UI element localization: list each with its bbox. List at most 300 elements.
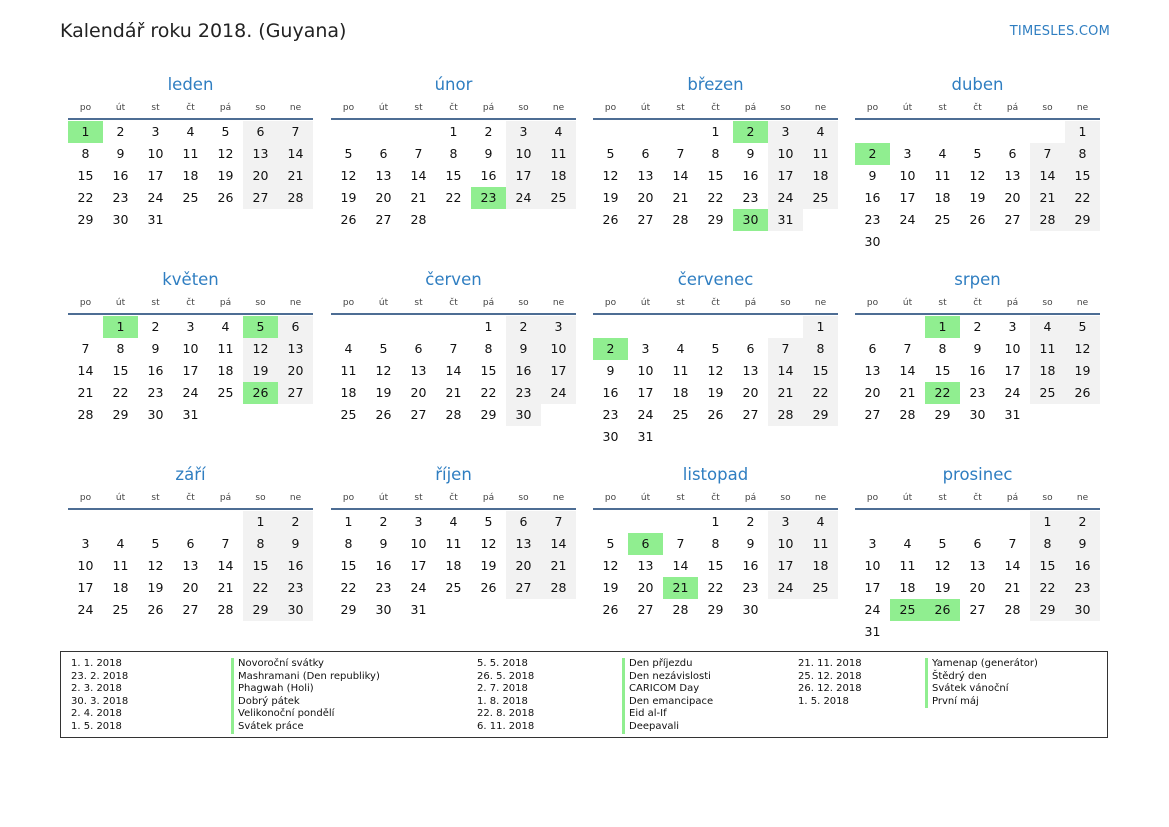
empty-cell [925,511,960,533]
day-cell: 17 [77,580,94,595]
day-cell: 3 [1008,319,1017,334]
day-cell: 27 [1004,212,1021,227]
day-cell: 8 [81,146,90,161]
weekday-label: so [780,103,791,113]
day-cell: 18 [803,165,838,187]
day-cell: 12 [1065,338,1100,360]
day-cell: 13 [637,558,654,573]
day-cell: 28 [1030,209,1065,231]
day-cell: 6 [1008,146,1017,161]
legend-date: 1. 5. 2018 [798,695,849,707]
day-cell: 16 [480,168,497,183]
day-cell: 17 [410,558,427,573]
day-cell: 30 [375,602,392,617]
day-cell: 17 [899,190,916,205]
day-cell: 8 [344,536,353,551]
day-cell: 7 [903,341,912,356]
day-cell: 8 [803,338,838,360]
legend-holiday-name: Deepavali [622,721,713,734]
day-cell: 13 [243,143,278,165]
day-cell: 17 [1004,363,1021,378]
month-name: listopad [682,465,749,484]
day-cell: 30 [1065,599,1100,621]
weekday-label: ne [289,103,302,113]
legend-date: 2. 4. 2018 [71,708,122,720]
day-cell: 6 [506,511,541,533]
day-cell: 14 [278,143,313,165]
day-cell: 8 [116,341,125,356]
day-cell: 7 [676,536,685,551]
day-cell: 8 [711,146,720,161]
day-cell: 15 [445,168,462,183]
day-cell: 18 [445,558,462,573]
day-grid [855,510,1100,643]
day-cell: 22 [480,385,497,400]
weekday-header [855,293,1100,315]
holiday-cell: 26 [243,382,278,404]
day-cell: 5 [344,146,353,161]
day-cell: 16 [278,555,313,577]
day-cell: 3 [641,341,650,356]
day-cell: 24 [147,190,164,205]
day-cell: 19 [707,385,724,400]
empty-cell [960,511,995,533]
legend-holiday-name: Mashramani (Den republiky) [231,671,380,684]
weekday-header [68,488,313,510]
day-cell: 31 [410,602,427,617]
day-cell: 7 [449,341,458,356]
day-cell: 6 [186,536,195,551]
day-cell: 7 [1008,536,1017,551]
day-cell: 4 [938,146,947,161]
day-cell: 3 [768,121,803,143]
day-cell: 12 [217,146,234,161]
legend-date: 2. 3. 2018 [71,683,122,695]
day-cell: 18 [217,363,234,378]
holiday-cell: 21 [663,577,698,599]
month-block [331,72,576,231]
day-cell: 13 [278,338,313,360]
day-grid [593,315,838,448]
holiday-cell: 2 [733,121,768,143]
month-block [593,267,838,448]
day-cell: 22 [340,580,357,595]
day-cell: 18 [803,555,838,577]
day-cell: 10 [1004,341,1021,356]
day-cell: 6 [746,341,755,356]
day-cell: 6 [414,341,423,356]
legend-date: 1. 8. 2018 [477,695,528,707]
day-cell: 15 [243,555,278,577]
month-block [855,462,1100,643]
weekday-label: st [676,493,685,503]
day-cell: 25 [803,577,838,599]
empty-cell [768,316,803,338]
weekday-label: út [640,298,651,308]
month-block [331,267,576,426]
day-cell: 27 [742,407,759,422]
day-cell: 24 [506,187,541,209]
day-cell: 25 [934,212,951,227]
day-cell: 6 [973,536,982,551]
empty-cell [698,316,733,338]
day-cell: 28 [768,404,803,426]
day-cell: 10 [768,143,803,165]
day-cell: 10 [147,146,164,161]
day-cell: 11 [934,168,951,183]
day-cell: 12 [969,168,986,183]
weekday-label: so [255,298,266,308]
day-cell: 5 [606,536,615,551]
day-cell: 13 [969,558,986,573]
page-title: Kalendář roku 2018. (Guyana) [60,20,347,42]
day-cell: 20 [278,360,313,382]
day-cell: 12 [602,558,619,573]
day-cell: 2 [278,511,313,533]
day-cell: 21 [541,555,576,577]
legend-date: 23. 2. 2018 [71,670,129,682]
day-cell: 10 [541,338,576,360]
day-cell: 16 [112,168,129,183]
day-cell: 5 [379,341,388,356]
day-cell: 17 [864,580,881,595]
day-cell: 22 [707,580,724,595]
empty-cell [401,316,436,338]
weekday-label: po [604,493,617,503]
day-cell: 19 [480,558,497,573]
weekday-label: ne [814,493,827,503]
day-cell: 10 [182,341,199,356]
holiday-cell: 1 [925,316,960,338]
weekday-label: út [378,298,389,308]
weekday-label: ne [1076,103,1089,113]
weekday-label: st [151,493,160,503]
weekday-label: ne [289,493,302,503]
empty-cell [733,316,768,338]
day-cell: 1 [803,316,838,338]
day-cell: 25 [1030,382,1065,404]
weekday-label: út [115,298,126,308]
weekday-label: čt [186,298,195,308]
weekday-header [331,488,576,510]
day-cell: 31 [864,624,881,639]
day-cell: 8 [484,341,493,356]
legend-names [231,658,380,734]
day-cell: 27 [278,382,313,404]
day-cell: 1 [344,514,353,529]
day-cell: 16 [742,558,759,573]
day-cell: 11 [899,558,916,573]
empty-cell [208,511,243,533]
weekday-label: st [676,298,685,308]
day-cell: 23 [864,212,881,227]
legend-date: 1. 5. 2018 [71,720,122,732]
weekday-label: út [640,103,651,113]
legend-date: 26. 5. 2018 [477,670,535,682]
day-cell: 21 [899,385,916,400]
empty-cell [1030,121,1065,143]
day-cell: 18 [182,168,199,183]
day-cell: 8 [1065,143,1100,165]
day-cell: 9 [151,341,160,356]
day-cell: 12 [480,536,497,551]
day-cell: 31 [147,212,164,227]
weekday-label: ne [814,103,827,113]
day-cell: 31 [768,209,803,231]
day-cell: 2 [973,319,982,334]
day-cell: 23 [602,407,619,422]
weekday-label: pá [1006,493,1019,503]
day-cell: 28 [1004,602,1021,617]
weekday-label: po [866,298,879,308]
day-cell: 27 [375,212,392,227]
weekday-label: út [902,493,913,503]
day-cell: 15 [707,558,724,573]
legend-dates [477,658,534,734]
weekday-label: so [780,493,791,503]
day-cell: 8 [243,533,278,555]
month-block [331,462,576,621]
holiday-legend [60,651,1108,738]
weekday-label: út [378,103,389,113]
day-cell: 18 [112,580,129,595]
day-cell: 25 [182,190,199,205]
day-cell: 1 [711,124,720,139]
day-cell: 28 [217,602,234,617]
day-cell: 10 [864,558,881,573]
weekday-label: so [1042,298,1053,308]
day-cell: 17 [637,385,654,400]
empty-cell [68,316,103,338]
day-cell: 23 [375,580,392,595]
day-cell: 13 [1004,168,1021,183]
weekday-label: ne [814,298,827,308]
day-cell: 15 [803,360,838,382]
day-cell: 1 [243,511,278,533]
weekday-label: pá [482,298,495,308]
day-cell: 3 [186,319,195,334]
day-cell: 24 [768,187,803,209]
day-cell: 19 [1065,360,1100,382]
weekday-label: po [342,298,355,308]
weekday-label: st [151,298,160,308]
day-cell: 26 [969,212,986,227]
day-cell: 30 [506,404,541,426]
weekday-header [593,98,838,120]
legend-holiday-name: Yamenap (generátor) [925,658,1038,671]
day-cell: 14 [410,168,427,183]
empty-cell [855,121,890,143]
day-cell: 25 [340,407,357,422]
legend-holiday-name: Den emancipace [622,696,713,709]
day-cell: 3 [903,146,912,161]
day-cell: 9 [116,146,125,161]
day-cell: 30 [112,212,129,227]
legend-dates [71,658,128,734]
day-cell: 7 [676,146,685,161]
legend-names [925,658,1038,708]
day-cell: 31 [182,407,199,422]
day-cell: 25 [112,602,129,617]
day-grid [855,315,1100,426]
day-cell: 24 [768,577,803,599]
month-block [68,267,313,426]
empty-cell [663,316,698,338]
day-cell: 15 [1065,165,1100,187]
weekday-label: so [255,493,266,503]
weekday-label: st [938,103,947,113]
day-cell: 20 [506,555,541,577]
day-cell: 21 [672,190,689,205]
day-cell: 23 [742,190,759,205]
day-cell: 5 [221,124,230,139]
day-cell: 25 [445,580,462,595]
day-cell: 22 [445,190,462,205]
day-cell: 11 [340,363,357,378]
day-cell: 20 [637,190,654,205]
day-cell: 9 [746,146,755,161]
day-cell: 27 [243,187,278,209]
holiday-cell: 1 [103,316,138,338]
day-cell: 5 [973,146,982,161]
month-block [68,462,313,621]
day-grid [331,120,576,231]
day-cell: 15 [77,168,94,183]
legend-holiday-name: Velikonoční pondělí [231,708,380,721]
day-cell: 6 [868,341,877,356]
day-cell: 11 [217,341,234,356]
month-block [593,72,838,231]
day-cell: 3 [541,316,576,338]
weekday-label: st [414,298,423,308]
day-cell: 18 [672,385,689,400]
day-cell: 14 [1004,558,1021,573]
empty-cell [436,316,471,338]
legend-date: 2. 7. 2018 [477,683,528,695]
day-cell: 21 [77,385,94,400]
day-cell: 15 [340,558,357,573]
weekday-label: pá [744,298,757,308]
day-cell: 17 [506,165,541,187]
day-cell: 17 [147,168,164,183]
day-cell: 1 [1030,511,1065,533]
day-cell: 20 [243,165,278,187]
holiday-cell: 2 [593,338,628,360]
weekday-label: čt [186,493,195,503]
day-cell: 6 [278,316,313,338]
day-cell: 4 [541,121,576,143]
day-cell: 24 [637,407,654,422]
legend-holiday-name: Den příjezdu [622,658,713,671]
weekday-label: so [1042,103,1053,113]
month-name: únor [434,75,473,94]
day-cell: 29 [112,407,129,422]
brand-link[interactable]: TIMESLES.COM [1009,24,1110,39]
weekday-header [331,98,576,120]
day-grid [855,120,1100,253]
holiday-cell: 22 [925,382,960,404]
day-cell: 11 [445,536,462,551]
day-cell: 27 [410,407,427,422]
day-cell: 9 [606,363,615,378]
day-cell: 8 [1030,533,1065,555]
day-cell: 11 [1030,338,1065,360]
day-cell: 15 [707,168,724,183]
month-block [855,72,1100,253]
legend-date: 22. 8. 2018 [477,708,535,720]
day-cell: 27 [506,577,541,599]
day-cell: 22 [77,190,94,205]
day-cell: 15 [480,363,497,378]
day-grid [331,510,576,621]
day-cell: 31 [1004,407,1021,422]
day-cell: 21 [445,385,462,400]
empty-cell [890,121,925,143]
weekday-label: čt [711,103,720,113]
day-cell: 9 [278,533,313,555]
day-cell: 6 [379,146,388,161]
weekday-label: čt [711,493,720,503]
legend-holiday-name: Eid al-If [622,708,713,721]
day-cell: 30 [278,599,313,621]
holiday-cell: 30 [733,209,768,231]
day-cell: 19 [243,360,278,382]
day-cell: 19 [217,168,234,183]
day-cell: 4 [221,319,230,334]
day-cell: 22 [112,385,129,400]
weekday-label: so [518,298,529,308]
weekday-label: ne [552,493,565,503]
weekday-label: čt [186,103,195,113]
day-cell: 19 [602,190,619,205]
day-cell: 16 [1065,555,1100,577]
day-cell: 7 [278,121,313,143]
empty-cell [331,316,366,338]
empty-cell [593,316,628,338]
empty-cell [68,511,103,533]
day-cell: 20 [182,580,199,595]
weekday-label: po [342,493,355,503]
day-cell: 8 [711,536,720,551]
empty-cell [366,121,401,143]
day-cell: 9 [506,338,541,360]
day-cell: 2 [484,124,493,139]
day-cell: 3 [868,536,877,551]
month-name: duben [951,75,1004,94]
day-cell: 9 [484,146,493,161]
day-cell: 13 [410,363,427,378]
day-cell: 18 [1030,360,1065,382]
day-cell: 12 [602,168,619,183]
legend-date: 21. 11. 2018 [798,658,862,669]
day-cell: 10 [506,143,541,165]
day-cell: 30 [969,407,986,422]
weekday-label: pá [219,493,232,503]
day-cell: 24 [182,385,199,400]
day-cell: 23 [1065,577,1100,599]
day-cell: 13 [742,363,759,378]
day-cell: 14 [217,558,234,573]
legend-holiday-name: Dobrý pátek [231,696,380,709]
day-grid [68,510,313,621]
day-cell: 24 [899,212,916,227]
day-cell: 26 [340,212,357,227]
weekday-label: st [938,298,947,308]
weekday-header [593,293,838,315]
day-cell: 11 [182,146,199,161]
day-cell: 22 [803,382,838,404]
holiday-cell: 5 [243,316,278,338]
